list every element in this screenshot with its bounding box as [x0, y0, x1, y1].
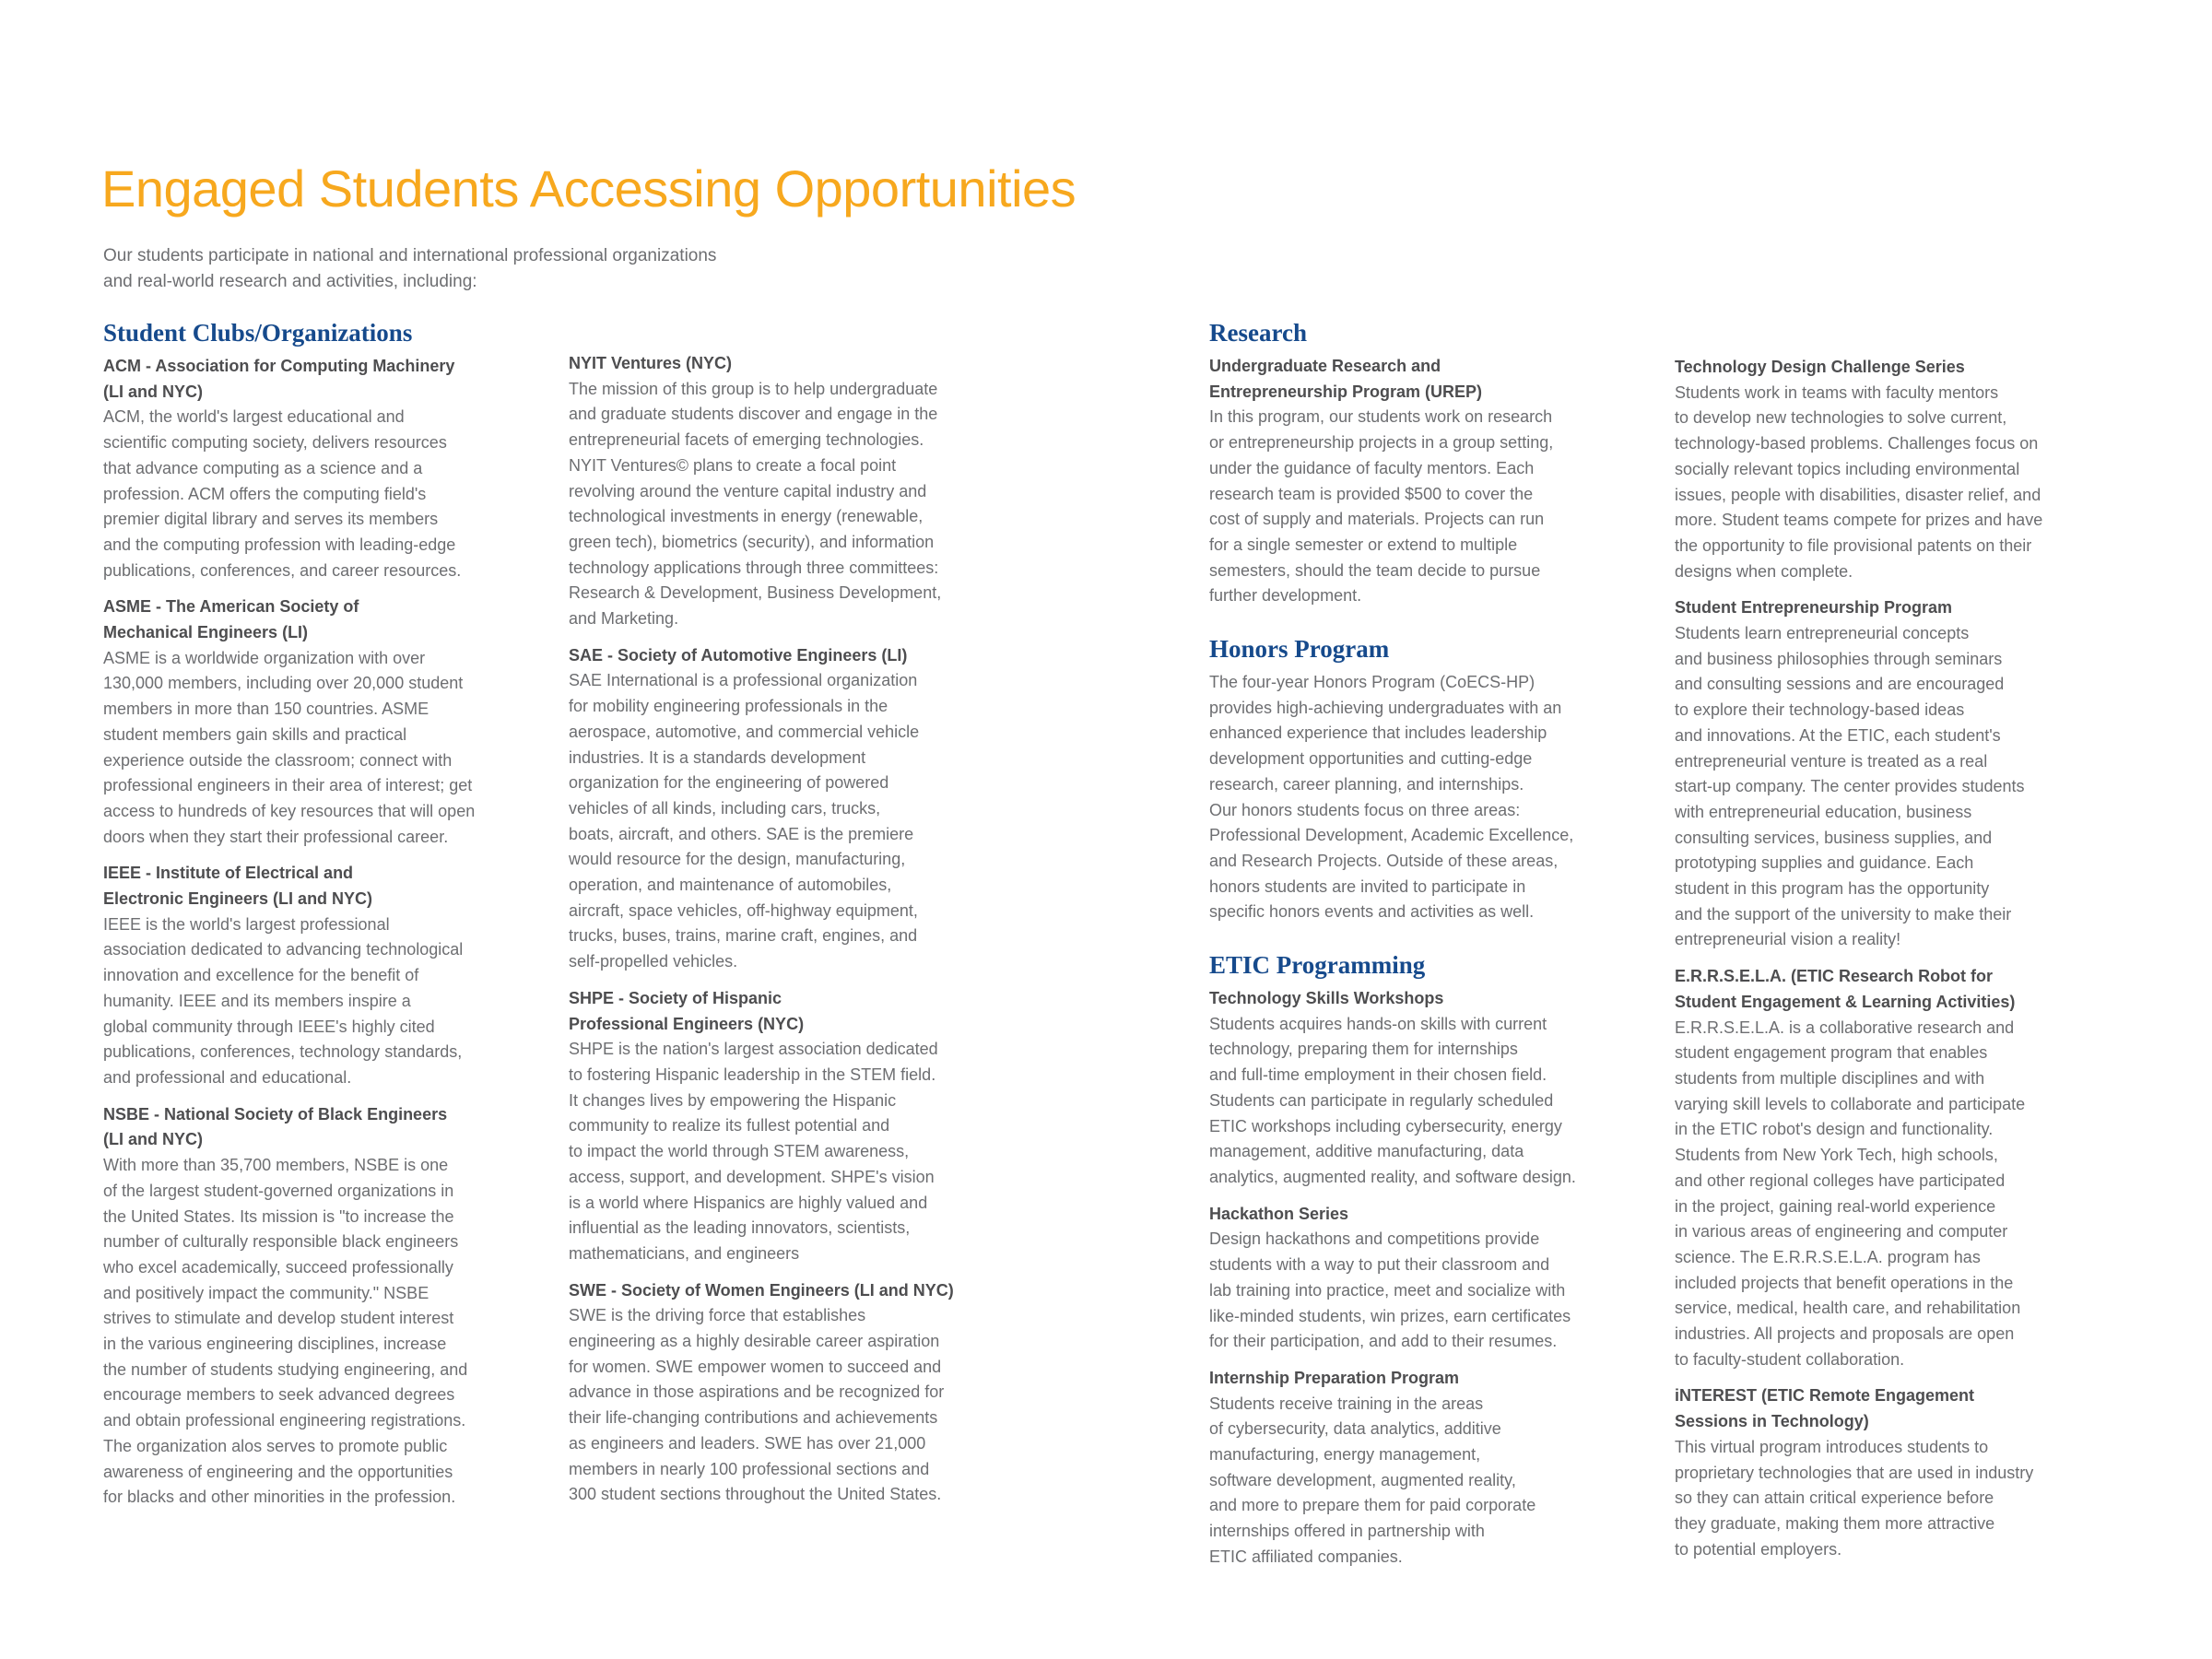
entry-swe-society-of-women-engineers-li-and-ny: [569, 1278, 1020, 1508]
section-heading-etic-programming: ETIC Programming: [1209, 951, 1426, 980]
entry-body: ACM, the world's largest educational and scientific computing society, delivers resources that advance computing as a science and a profession. ACM offers the computing field's premier digital library and serves its members and the computing profession with leading-edge publications, conferences, and career resources.: [103, 407, 462, 580]
section-heading-research: Research: [1209, 319, 1307, 347]
entry-body: This virtual program introduces students to proprietary technologies that are used in industry so they can attain critical experience before they graduate, making them more attractive to potential employers.: [1675, 1437, 2034, 1559]
column-student-clubs-continued: [569, 351, 1020, 1519]
column-student-clubs: [103, 317, 555, 1522]
entry-body: Students learn entrepreneurial concepts and business philosophies through seminars and consulting sessions and are encouraged to explore their technology-based ideas and innovations. At the ETIC, each student's entrepreneurial venture is treated as a real start-up company. The center provides students with entrepreneurial education, business consulting services, business supplies, and prototyping supplies and guidance. Each student in this program has the opportunity and the support of the university to make their entrepreneurial vision a reality!: [1675, 624, 2025, 949]
entry-body: In this program, our students work on research or entrepreneurship projects in a group setting, under the guidance of faculty mentors. Each research team is provided $500 to cover the cost of supply and materials. Projects can run for a single semester or extend to multiple semesters, should the team decide to pursue further development.: [1209, 407, 1554, 606]
entry: [1209, 670, 1661, 925]
entry-body: Students work in teams with faculty mentors to develop new technologies to solve current, technology-based problems. Challenges focus on socially relevant topics including environmental issues, people with disabilities, disaster relief, and more. Student teams compete for prizes and have the opportunity to file provisional patents on their designs when complete.: [1675, 382, 2043, 581]
intro-text: Our students participate in national and international professional organizations and real-world research and activities, including:: [103, 246, 717, 291]
entry-heading: Internship Preparation Program: [1209, 1368, 1460, 1387]
entry-body: With more than 35,700 members, NSBE is one of the largest student-governed organizations in the United States. Its mission is "to increase the number of culturally responsible black engineers who excel academically, succeed professionally and positively impact the community." NSBE strives to stimulate and develop student interest in the various engineering disciplines, increase the number of students studying engineering, and encourage members to seek advanced degrees and obtain professional engineering registrations. The organization alos serves to promote public awareness of engineering and the opportunities for blacks and other minorities in the profession.: [103, 1156, 468, 1507]
entry-heading: SHPE - Society of Hispanic Professional Engineers (NYC): [569, 988, 805, 1033]
column-research-honors-etic: [1209, 317, 1661, 1582]
entry-body: Students acquires hands-on skills with current technology, preparing them for internships and full-time employment in their chosen field. Students can participate in regularly scheduled ETIC workshops including cybersecurity, energy management, additive manufacturing, data analytics, augmented reality, and software design.: [1209, 1014, 1576, 1186]
entry-body: Students receive training in the areas of cybersecurity, data analytics, additive manufacturing, energy management, software development, augmented reality, and more to prepare them for paid corporate internships offered in partnership with ETIC affiliated companies.: [1209, 1394, 1536, 1566]
entry-acm-association-for-computing-machinery-: [103, 354, 555, 583]
entry-body: SAE International is a professional organization for mobility engineering professionals in the aerospace, automotive, and commercial vehicle industries. It is a standards development organization for the engineering of powered vehicles of all kinds, including cars, trucks, boats, aircraft, and others. SAE is the premiere would resource for the design, manufacturing, operation, and maintenance of automobiles, aircraft, space vehicles, off-highway equipment, trucks, buses, trains, marine craft, engines, and self-propelled vehicles.: [569, 671, 920, 971]
entry-body: SHPE is the nation's largest association dedicated to fostering Hispanic leadership in the STEM field. It changes lives by empowering the Hispanic community to realize its fullest potential and to impact the world through STEM awareness, access, support, and development. SHPE's vision is a world where Hispanics are highly valued and influential as the leading innovators, scientists, mathematicians, and engineers: [569, 1040, 938, 1263]
entry-nsbe-national-society-of-black-engineers: [103, 1102, 555, 1511]
entry-heading: Hackathon Series: [1209, 1204, 1349, 1223]
column-etic-programs: [1675, 355, 2126, 1573]
entry-heading: Student Entrepreneurship Program: [1675, 598, 1953, 618]
entry-technology-skills-workshops: [1209, 986, 1661, 1191]
entry-interest-etic-remote-engagement-sessions: [1675, 1383, 2126, 1562]
entry-heading: SWE - Society of Women Engineers (LI and NYC): [569, 1280, 954, 1300]
entry-body: ASME is a worldwide organization with over 130,000 members, including over 20,000 student members in more than 150 countries. ASME student members gain skills and practical experience outside the classroom; connect with professional engineers in their area of interest; get access to hundreds of key resources that will open doors when they start their professional career.: [103, 648, 476, 846]
entry-e-r-r-s-e-l-a-etic-research-robot-for-st: [1675, 964, 2126, 1372]
entry-heading: Technology Design Challenge Series: [1675, 358, 1965, 376]
entry-sae-society-of-automotive-engineers-li: [569, 643, 1020, 975]
entry-heading: NSBE - National Society of Black Engineers (LI and NYC): [103, 1104, 448, 1149]
entry-body: The mission of this group is to help undergraduate and graduate students discover and engage in the entrepreneurial facets of emerging technologies. NYIT Ventures© plans to create a focal point revolving around the venture capital industry and technological investments in energy (renewable, green tech), biometrics (security), and information technology applications through three committees: Research & Development, Business Development, and Marketing.: [569, 379, 942, 629]
entry-technology-design-challenge-series: [1675, 355, 2126, 584]
section-heading-student-clubs-organizations: Student Clubs/Organizations: [103, 319, 413, 347]
entry-asme-the-american-society-of-mechanical-: [103, 594, 555, 850]
entry-nyit-ventures-nyc: [569, 351, 1020, 632]
entry-undergraduate-research-and-entrepreneurs: [1209, 354, 1661, 609]
entry-heading: IEEE - Institute of Electrical and Electronic Engineers (LI and NYC): [103, 864, 373, 909]
entry-heading: SAE - Society of Automotive Engineers (LI): [569, 645, 908, 665]
entry-student-entrepreneurship-program: [1675, 595, 2126, 953]
entry-heading: ASME - The American Society of Mechanical Engineers (LI): [103, 597, 359, 642]
section-heading-honors-program: Honors Program: [1209, 635, 1390, 664]
entry-body: SWE is the driving force that establishes engineering as a highly desirable career aspiration for women. SWE empower women to succeed and advance in those aspirations and be recognized for their life-changing contributions and achievements as engineers and leaders. SWE has over 21,000 members in nearly 100 professional sections and 300 student sections throughout the United States.: [569, 1306, 945, 1504]
entry-shpe-society-of-hispanic-professional-en: [569, 986, 1020, 1267]
entry-hackathon-series: [1209, 1202, 1661, 1355]
entry-body: IEEE is the world's largest professional association dedicated to advancing technological innovation and excellence for the benefit of humanity. IEEE and its members inspire a global community through IEEE's highly cited publications, conferences, technology standards, and professional and educational.: [103, 914, 464, 1087]
entry-heading: Undergraduate Research and Entrepreneurship Program (UREP): [1209, 357, 1483, 401]
entry-body: The four-year Honors Program (CoECS-HP) provides high-achieving undergraduates with an enhanced experience that includes leadership development opportunities and cutting-edge research, career planning, and internships. Our honors students focus on three areas: Professional Development, Academic Excellence, and Research Projects. Outside of these areas, honors students are invited to participate in specific honors events and activities as well.: [1209, 673, 1574, 922]
entry-heading: E.R.R.S.E.L.A. (ETIC Research Robot for Student Engagement & Learning Activities): [1675, 967, 2016, 1011]
entry-ieee-institute-of-electrical-and-electro: [103, 861, 555, 1090]
page-title: Engaged Students Accessing Opportunities: [101, 159, 1077, 218]
entry-body: E.R.R.S.E.L.A. is a collaborative research and student engagement program that enables students from multiple disciplines and with varying skill levels to collaborate and participate in the ETIC robot's design and functionality. Students from New York Tech, high schools, and other regional colleges have participated in the project, gaining real-world experience in various areas of engineering and computer science. The E.R.R.S.E.L.A. program has included projects that benefit operations in the service, medical, health care, and rehabilitation industries. All projects and proposals are open to faculty-student collaboration.: [1675, 1018, 2026, 1369]
entry-heading: ACM - Association for Computing Machinery (LI and NYC): [103, 357, 455, 401]
entry-heading: iNTEREST (ETIC Remote Engagement Sessions in Technology): [1675, 1386, 1975, 1431]
entry-heading: Technology Skills Workshops: [1209, 989, 1444, 1008]
entry-body: Design hackathons and competitions provide students with a way to put their classroom and lab training into practice, meet and socialize with like-minded students, win prizes, earn certificates for their participation, and add to their resumes.: [1209, 1230, 1571, 1351]
entry-heading: NYIT Ventures (NYC): [569, 354, 733, 372]
entry-internship-preparation-program: [1209, 1366, 1661, 1571]
